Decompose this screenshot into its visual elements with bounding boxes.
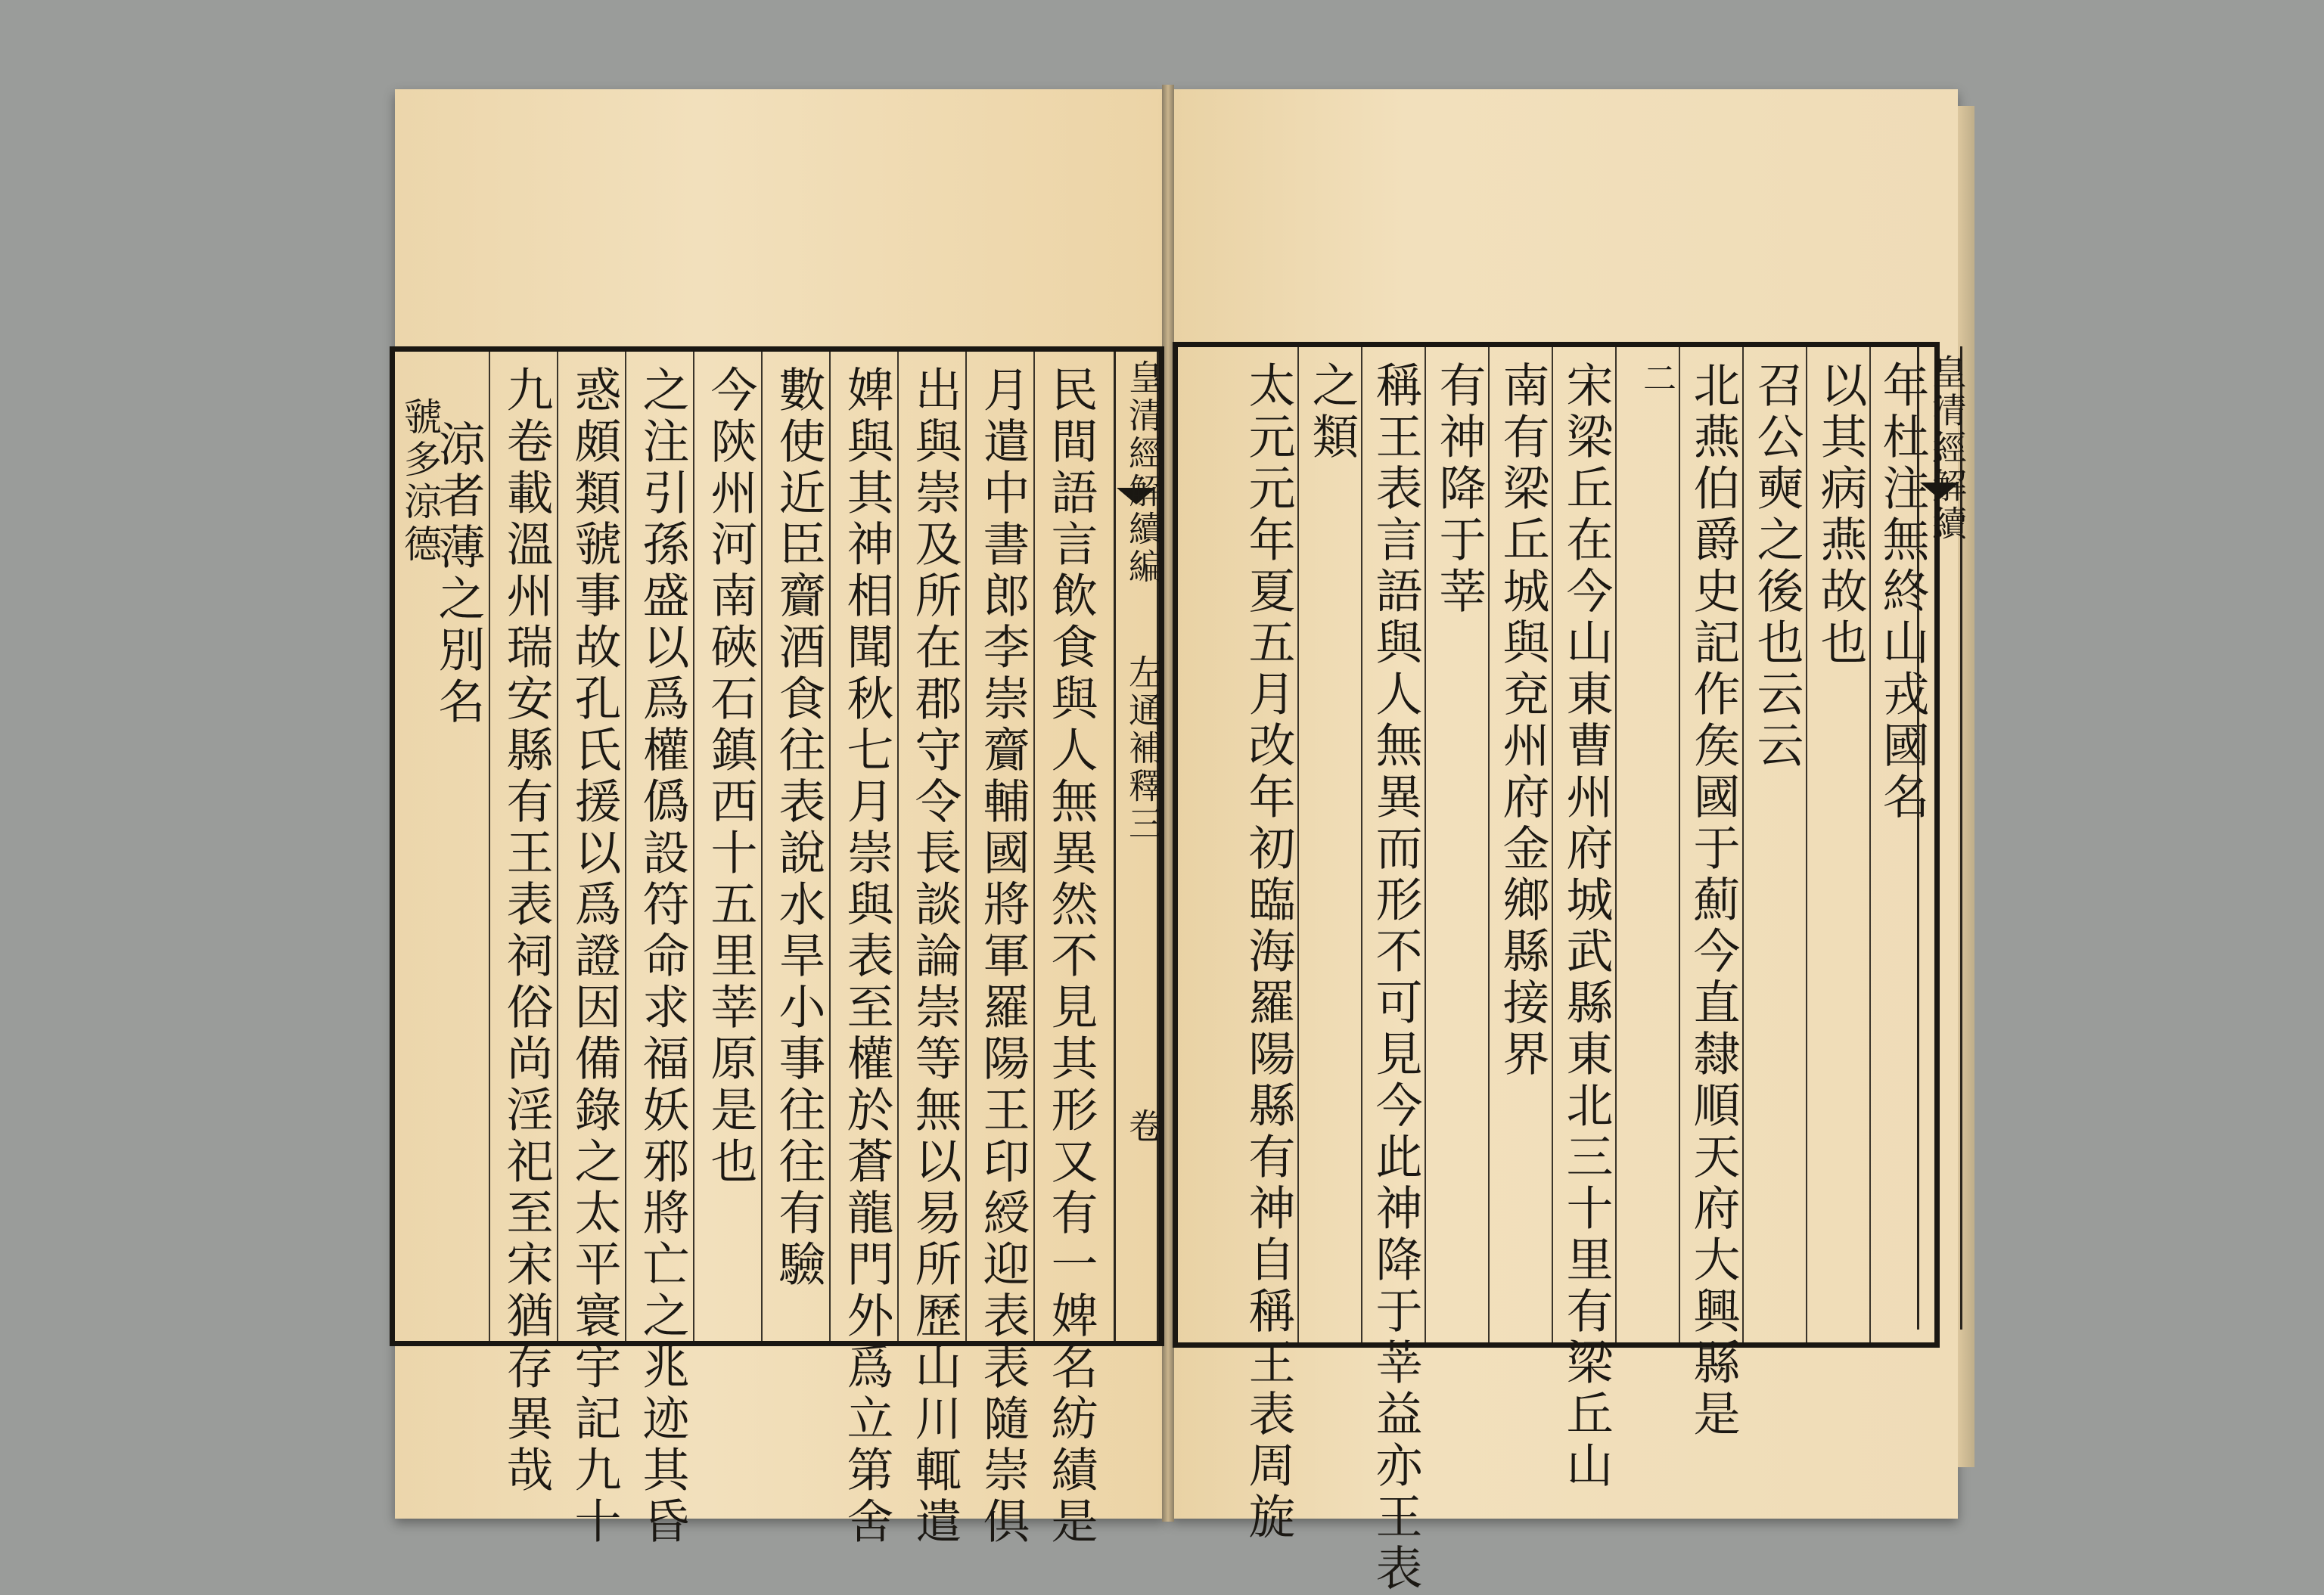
column-rule <box>625 352 626 1341</box>
text-column: 宋梁丘在今山東曹州府城武縣東北三十里有梁丘山 <box>1558 361 1614 1492</box>
column-rule <box>557 352 558 1341</box>
text-column: 九卷載溫州瑞安縣有王表祠俗尚淫祀至宋猶存異哉 <box>499 365 554 1497</box>
text-column: 召公奭之後也云云 <box>1749 361 1804 772</box>
book-title: 皇清經解續 <box>1927 354 1968 543</box>
column-rule <box>489 352 490 1341</box>
text-column: 二 <box>1637 361 1676 399</box>
text-column: 稱王表言語與人無異而形不可見今此神降于莘益亦王表 <box>1368 361 1423 1595</box>
column-rule <box>829 352 831 1341</box>
column-rule <box>965 352 967 1341</box>
column-rule <box>1552 347 1553 1342</box>
column-rule <box>1488 347 1490 1342</box>
column-rule <box>897 352 899 1341</box>
text-column: 之類 <box>1304 361 1359 464</box>
column-rule <box>1033 352 1035 1341</box>
column-rule <box>693 352 694 1341</box>
text-column: 之注引孫盛以爲權僞設符命求福妖邪將亡之兆迹其昏 <box>635 365 690 1548</box>
column-rule <box>1425 347 1426 1342</box>
text-column: 以其病燕故也 <box>1813 361 1868 669</box>
right-margin-strip <box>1917 346 1968 1330</box>
text-column: 虢多涼德 <box>398 397 442 566</box>
text-column: 婢與其神相聞秋七月崇與表至權於蒼龍門外爲立第舍 <box>839 365 894 1548</box>
text-column: 年杜注無終山戎國名 <box>1875 361 1930 824</box>
column-rule <box>1297 347 1299 1342</box>
text-column: 民間語言飲食與人無異然不見其形又有一婢名紡績是 <box>1043 365 1098 1548</box>
column-rule <box>761 352 763 1341</box>
text-column: 有神降于莘 <box>1431 361 1487 618</box>
book-title: 皇清經解續編 <box>1123 359 1164 586</box>
section-title: 左通補釋三 <box>1123 654 1164 843</box>
text-column: 今陝州河南硤石鎮西十五里莘原是也 <box>703 365 758 1188</box>
left-text-frame <box>390 346 1164 1548</box>
text-column: 涼者薄之別名 <box>430 420 486 728</box>
right-text-frame <box>1173 342 1940 1595</box>
column-rule <box>1742 347 1744 1342</box>
column-rule <box>1679 347 1680 1342</box>
text-column: 惑頗類虢事故孔氏援以爲證因備錄之太平寰宇記九十 <box>567 365 622 1548</box>
column-rule <box>1806 347 1807 1342</box>
text-column: 太元元年夏五月改年初臨海羅陽縣有神自稱王表周旋 <box>1241 361 1296 1544</box>
juan-label: 卷 <box>1123 1108 1164 1146</box>
left-margin-strip <box>1114 352 1164 1341</box>
text-column: 北燕伯爵史記作矦國于薊今直隸順天府大興縣是 <box>1686 361 1741 1441</box>
column-rule <box>1869 347 1871 1342</box>
text-column: 南有梁丘城與兗州府金鄉縣接界 <box>1495 361 1550 1081</box>
column-rule <box>1361 347 1362 1342</box>
column-rule <box>1615 347 1617 1342</box>
text-column: 月遣中書郎李崇齎輔國將軍羅陽王印綬迎表表隨崇俱 <box>975 365 1030 1548</box>
text-column: 出與崇及所在郡守令長談論崇等無以易所歷山川輒遣 <box>907 365 962 1548</box>
text-column: 數使近臣齎酒食往表說水旱小事往往有驗 <box>771 365 826 1291</box>
